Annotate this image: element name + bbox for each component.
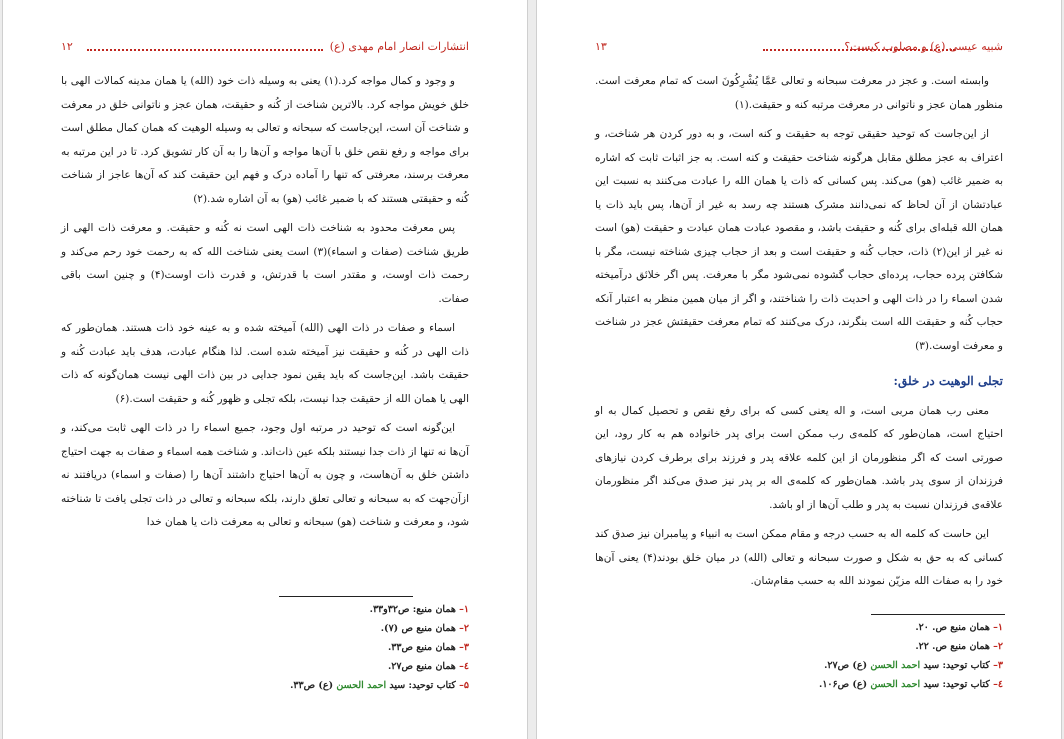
- paragraph: اسماء و صفات در ذات الهی (الله) آمیخته شده و به عینه خود ذات هستند. همان‌طور که ذات الهی در کُنه و حقیقت نیز آمیخته شده است. لذا هنگام عبادت، هدف باید عبادت کُنه و حقیقت باشد. این‌جاست که باید یقین نمود جدایی در بین ذات الهی نیست همان‌گونه که ذات الهی یا همان الله از حقیقت جدا نیست، بلکه تجلی و ظهور کُنه و حقیقت است.(۶): [61, 322, 469, 405]
- paragraph: از این‌جاست که توحید حقیقی توجه به حقیقت و کنه است، و به دور کردن هر شناخت، و اعتراف به عجز مطلق مقابل هرگونه شناخت حقیقت و کنه است. به جز اثبات ثابت که اشاره به ضمیر غائب (هو) می‌کند. پس کسانی که ذات یا همان الله را عبادت می‌کنند به نسبت این عبادتشان از آن لحاظ که نمی‌دانند مشرک هستند چه رسد به غیر از آن‌ها، پس باید ذات یا همان الله قبله‌ای برای کُنه و حقیقت باشد، و مقصود عبادت همان عبادت و حقیقت (هو) است نه غیر از این(۲) ذات، حجاب کُنه و حقیقت است و بعد از حجاب چیزی شناخته نیست، مگر با شکافتن پرده حجاب، پرده‌ای حجاب گشوده نمی‌شود مگر با معرفت. پس اگر خلائق درآمیخته شدن اسماء را در ذات الهی و احدیت ذات را شناختند، و اگر از میان همین منظر به اعتبار آنکه حجاب کُنه و حقیقت الله است بنگرند، درک می‌کنند که تمام معرفت حقیقتش عجز در شناخت و معرفت اوست.(۳): [595, 128, 1003, 352]
- footnotes: [595, 618, 1003, 694]
- paragraph: معنی رب همان مربی است، و اله یعنی کسی که برای رفع نقص و تحصیل کمال به او احتیاج است، همان‌طور که کلمه‌ی رب ممکن است برای پدر خانواده هم به کار رود، این صورتی است که اگر منظورمان از این کلمه علاقه پدر و فرزند برای برطرف کردن نیازهای فرزندان از سوی پدر باشد. همان‌طور که کلمه‌ی اله بر پدر نیز صدق می‌کند اگر منظورمان علاقه‌ی فرزندان نسبت به پدر و طلب آن‌ها از او باشد.: [595, 404, 1003, 511]
- footnote: ٤– همان منبع ص۲۷.: [387, 661, 469, 672]
- header-title: انتشارات انصار امام مهدی (ع): [329, 40, 469, 53]
- page-number: ۱۳: [595, 40, 607, 53]
- footnote: ۳– کتاب توحید: سید احمد الحسن (ع) ص۲۷.: [824, 660, 1003, 671]
- section-heading: تجلی الوهیت در خلق:: [893, 374, 1003, 388]
- paragraph: این‌گونه است که توحید در مرتبه اول وجود، جمیع اسماء را در ذات الهی ثابت می‌کند، و آن‌ها نه تنها از ذات جدا نیستند بلکه عین ذات‌اند. و شناخت همه اسماء و صفات به جهت احتیاج داشتن خلق به آن‌هاست، و چون به آن‌ها احتیاج داشتند آن‌ها را (صفات و اسماء) دریافتند نه ازآن‌جهت که به سبحانه و تعالی تعلق دارند، بلکه سبحانه و تعالی در ذات تجلی یافت تا شناخته شود، و معرفت و شناخت (هو) سبحانه و تعالی به معرفت ذات یا همان خدا: [61, 422, 469, 528]
- left-page: [2, 0, 528, 739]
- footnote-divider: [871, 614, 1005, 615]
- header-title: شبیه عیسی (ع) و مصلوب کیست؟: [844, 40, 1003, 53]
- footnote: ۲– همان منبع ص (۷).: [380, 623, 469, 634]
- footnote: ۵– کتاب توحید: سید احمد الحسن (ع) ص۳۳.: [290, 680, 469, 691]
- footnotes: [61, 600, 469, 695]
- page-body: [61, 70, 469, 541]
- page-body: [595, 70, 1003, 600]
- paragraph: این حاست که کلمه اله به حسب درجه و مقام ممکن است به انبیاء و پیامبران نیز صدق کند کسانی که به حق به شکل و صورت سبحانه و تعالی (الله) در میان خلق بودند(۴) یعنی آن‌ها خود را به صفات الله مزیّن نمودند الله به حسب مقام‌شان.: [595, 528, 1003, 587]
- footnote: ۱– همان منبع ص. ۲۰.: [915, 622, 1003, 633]
- page-header: [595, 40, 1003, 58]
- paragraph: وابسته است. و عجز در معرفت سبحانه و تعالی عَمَّا يُشْرِكُونَ است که تمام معرفت است. منظور همان عجز و ناتوانی در معرفت مرتبه کنه و حقیقت.(۱): [595, 75, 1003, 111]
- footnote: ۲– همان منبع ص. ۲۲.: [915, 641, 1003, 652]
- page-header: [61, 40, 469, 58]
- footnote: ۳– همان منبع ص۳۳.: [387, 642, 469, 653]
- paragraph: و وجود و کمال مواجه کرد.(۱) یعنی به وسیله ذات خود (الله) یا همان مدینه کمالات الهی با خلق خویش مواجه کرد. بالاترین شناخت از کُنه و حقیقت، همان عجز و ناتوانی خلق در معرفت و شناخت آن است، این‌جاست که سبحانه و تعالی به وسیله الوهیت که همان کمال مطلق است برای مواجه و رفع نقص خلق با آن‌ها مواجه و آن‌ها را به آن کار تشویق کرد. تا در این مرتبه به معرفت برسند، معرفتی که تنها را آماده درک و فهم این حقیقت کند که آن‌ها عاجز از شناخت کُنه و حقیقتی هستند که با ضمیر غائب (هو) به آن اشاره شد.(۲): [61, 75, 469, 205]
- footnote-divider: [279, 596, 413, 597]
- paragraph: پس معرفت محدود به شناخت ذات الهی است نه کُنه و حقیقت. و معرفت ذات الهی از طریق شناخت (صفات و اسماء)(۳) است یعنی شناخت الله که به رحمت خود رحم می‌کند و رحمت ذات اوست، و مقتدر است با قدرتش، و قدرت ذات اوست(۴) و چنین است باقی صفات.: [61, 222, 469, 305]
- page-number: ۱۲: [61, 40, 73, 53]
- header-dots: [87, 49, 323, 51]
- footnote: ۱– همان منبع: ص۳۲و۳۳.: [369, 604, 469, 615]
- footnote: ٤– کتاب توحید: سید احمد الحسن (ع) ص۱۰۶.: [819, 679, 1003, 690]
- header-dots: [763, 49, 955, 51]
- right-page: [536, 0, 1062, 739]
